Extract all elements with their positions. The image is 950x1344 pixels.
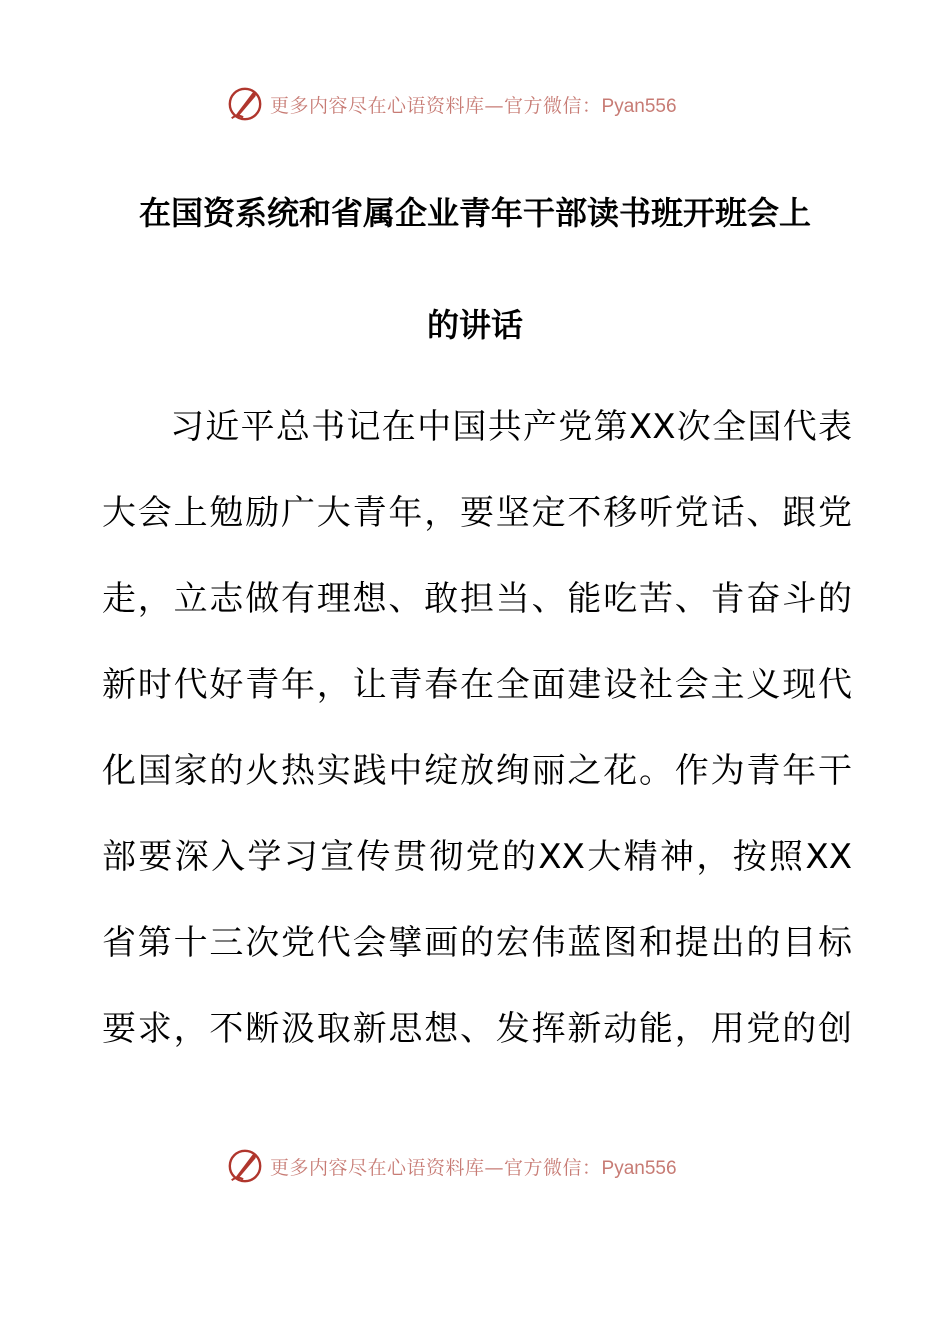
body-text-line-2: 大会上勉励广大青年，要坚定不移听党话、跟党	[102, 493, 852, 533]
document-title-line-2: 的讲话	[426, 306, 523, 344]
document-title-line-1: 在国资系统和省属企业青年干部读书班开班会上	[138, 194, 811, 232]
body-text-line-3: 走，立志做有理想、敢担当、能吃苦、肯奋斗的	[102, 579, 852, 619]
body-text-line-8: 要求，不断汲取新思想、发挥新动能，用党的创	[102, 1009, 852, 1049]
footer-dash: —	[484, 1156, 505, 1179]
header-site-text: 更多内容尽在心语资料库	[270, 94, 485, 117]
footer-watermark-banner	[0, 1146, 950, 1186]
footer-site-text: 更多内容尽在心语资料库	[270, 1156, 485, 1179]
header-watermark-banner	[0, 84, 950, 124]
body-text-line-5: 化国家的火热实践中绽放绚丽之花。作为青年干	[102, 751, 852, 791]
body-text-line-1: 习近平总书记在中国共产党第XX次全国代表	[170, 407, 852, 447]
quill-pen-logo-icon	[226, 85, 264, 123]
footer-wechat-id: Pyan556	[601, 1157, 677, 1179]
body-text-line-4: 新时代好青年，让青春在全面建设社会主义现代	[102, 665, 852, 705]
header-banner-text	[270, 91, 677, 118]
footer-wechat-label: 官方微信：	[504, 1156, 602, 1179]
quill-pen-logo-icon	[226, 1147, 264, 1185]
body-text-line-7: 省第十三次党代会擘画的宏伟蓝图和提出的目标	[102, 923, 852, 963]
header-dash: —	[484, 94, 505, 117]
header-wechat-id: Pyan556	[601, 95, 677, 117]
footer-banner-text	[270, 1153, 677, 1180]
header-wechat-label: 官方微信：	[504, 94, 602, 117]
body-text-line-6: 部要深入学习宣传贯彻党的XX大精神，按照XX	[102, 837, 852, 877]
